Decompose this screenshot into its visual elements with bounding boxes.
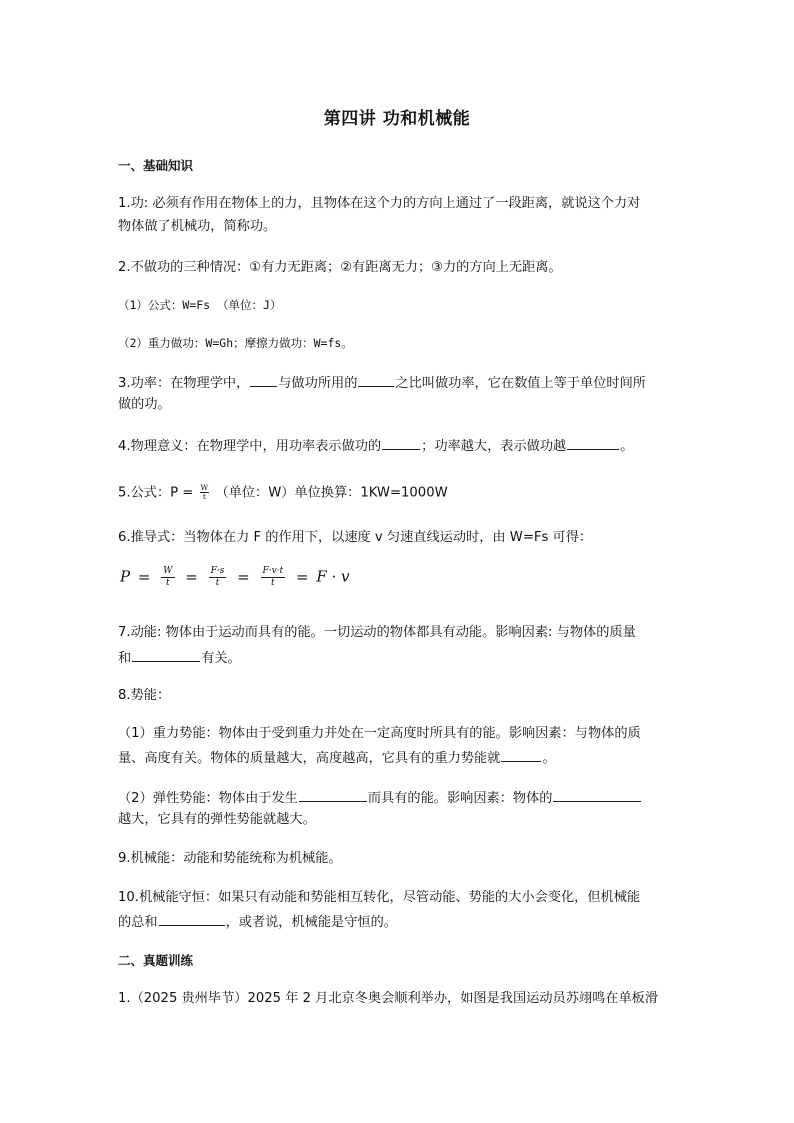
fraction-denominator: t (202, 492, 206, 501)
page-title: 第四讲 功和机械能 (323, 109, 471, 129)
p4-text-b: ；功率越大，表示做功越 (421, 439, 567, 454)
fraction-numerator: W (200, 483, 209, 492)
fill-blank[interactable] (501, 748, 541, 762)
paragraph-7-line-1: 7.动能: 物体由于运动而具有的能。一切运动的物体都具有动能。影响因素: 与物体的质量 (118, 625, 636, 640)
fill-blank[interactable] (553, 788, 641, 802)
fill-blank[interactable] (132, 648, 200, 662)
formula-fraction-2 (209, 566, 227, 589)
fraction-numerator: W (163, 566, 173, 576)
power-fraction (200, 484, 210, 501)
paragraph-8: 8.势能： (118, 688, 171, 703)
paragraph-5 (118, 484, 448, 502)
paragraph-3-line-1 (118, 373, 646, 392)
fraction-denominator: t (166, 578, 170, 588)
p10-text-c: ，或者说，机械能是守恒的。 (225, 915, 397, 930)
paragraph-8a-line-2 (118, 748, 556, 767)
formula-equals: = (185, 567, 198, 586)
p8a-text-c: 。 (542, 751, 556, 766)
paragraph-1-line-2: 物体做了机械功，简称功。 (118, 219, 277, 234)
paragraph-6: 6.推导式：当物体在力 F 的作用下，以速度 v 匀速直线运动时，由 W=Fs 可得： (118, 530, 593, 545)
section-heading-exam-practice: 二、真题训练 (118, 953, 194, 968)
fill-blank[interactable] (382, 436, 420, 450)
paragraph-8b-line-2: 越大，它具有的弹性势能就越大。 (118, 812, 316, 827)
paragraph-8a-line-1: （1）重力势能：物体由于受到重力并处在一定高度时所具有的能。影响因素：与物体的质 (118, 726, 641, 741)
fill-blank[interactable] (299, 788, 367, 802)
fraction-denominator: t (215, 578, 220, 588)
paragraph-2-formula: （1）公式：W=Fs （单位：J） (118, 298, 282, 312)
fraction-numerator: F·v·t (262, 566, 284, 576)
p3-text-c: 之比叫做功率，它在数值上等于单位时间所 (395, 376, 646, 391)
p5-text-a: 5.公式：P = (118, 485, 198, 501)
formula-equals: = (237, 567, 250, 586)
paragraph-9: 9.机械能：动能和势能统称为机械能。 (118, 851, 342, 866)
p7-text-b: 和 (118, 651, 132, 666)
p4-text-a: 4.物理意义：在物理学中，用功率表示做功的 (118, 439, 382, 454)
formula-fraction-3 (261, 566, 286, 589)
formula-equals: = (295, 567, 309, 586)
formula-equals: = (137, 567, 151, 586)
p8b-text-b: 而具有的能。影响因素：物体的 (367, 791, 553, 806)
fill-blank[interactable] (159, 912, 225, 926)
p8b-text-a: （2）弹性势能：物体由于发生 (118, 791, 298, 806)
p3-text-b: 与做功所用的 (278, 376, 358, 391)
formula-fraction-1 (161, 566, 174, 589)
fraction-numerator: F·s (210, 566, 225, 576)
p8a-text-b: 量、高度有关。物体的质量越大，高度越高，它具有的重力势能就 (118, 751, 501, 766)
p10-text-b: 的总和 (118, 915, 158, 930)
paragraph-2: 2.不做功的三种情况：①有力无距离；②有距离无力；③力的方向上无距离。 (118, 260, 562, 275)
fill-blank[interactable] (250, 373, 277, 387)
formula-p: P (120, 567, 131, 586)
paragraph-4 (118, 436, 633, 455)
fraction-denominator: t (271, 578, 275, 588)
paragraph-2-gravity-friction: （2）重力做功：W=Gh；摩擦力做功：W=fs。 (118, 336, 353, 350)
paragraph-3-line-2: 做的功。 (118, 397, 171, 412)
paragraph-10-line-1: 10.机械能守恒：如果只有动能和势能相互转化，尽管动能、势能的大小会变化，但机械能 (118, 890, 641, 905)
fill-blank[interactable] (358, 373, 394, 387)
section-heading-basics: 一、基础知识 (118, 158, 194, 173)
derived-power-formula (120, 566, 350, 589)
paragraph-10-line-2 (118, 912, 397, 931)
paragraph-7-line-2 (118, 648, 241, 667)
p5-text-b: （单位：W）单位换算：1KW=1000W (215, 485, 448, 501)
paragraph-1-line-1: 1.功: 必须有作用在物体上的力，且物体在这个力的方向上通过了一段距离，就说这个力对 (118, 196, 641, 211)
question-1-line-1: 1.（2025 贵州毕节）2025 年 2 月北京冬奥会顺利举办，如图是我国运动员苏翊鸣在单板滑 (118, 991, 659, 1006)
fill-blank[interactable] (567, 436, 619, 450)
p3-text-a: 3.功率：在物理学中， (118, 376, 250, 391)
p7-text-c: 有关。 (201, 651, 241, 666)
formula-result: F · v (316, 567, 350, 586)
p4-text-c: 。 (620, 439, 634, 454)
paragraph-8b-line-1 (118, 788, 642, 807)
